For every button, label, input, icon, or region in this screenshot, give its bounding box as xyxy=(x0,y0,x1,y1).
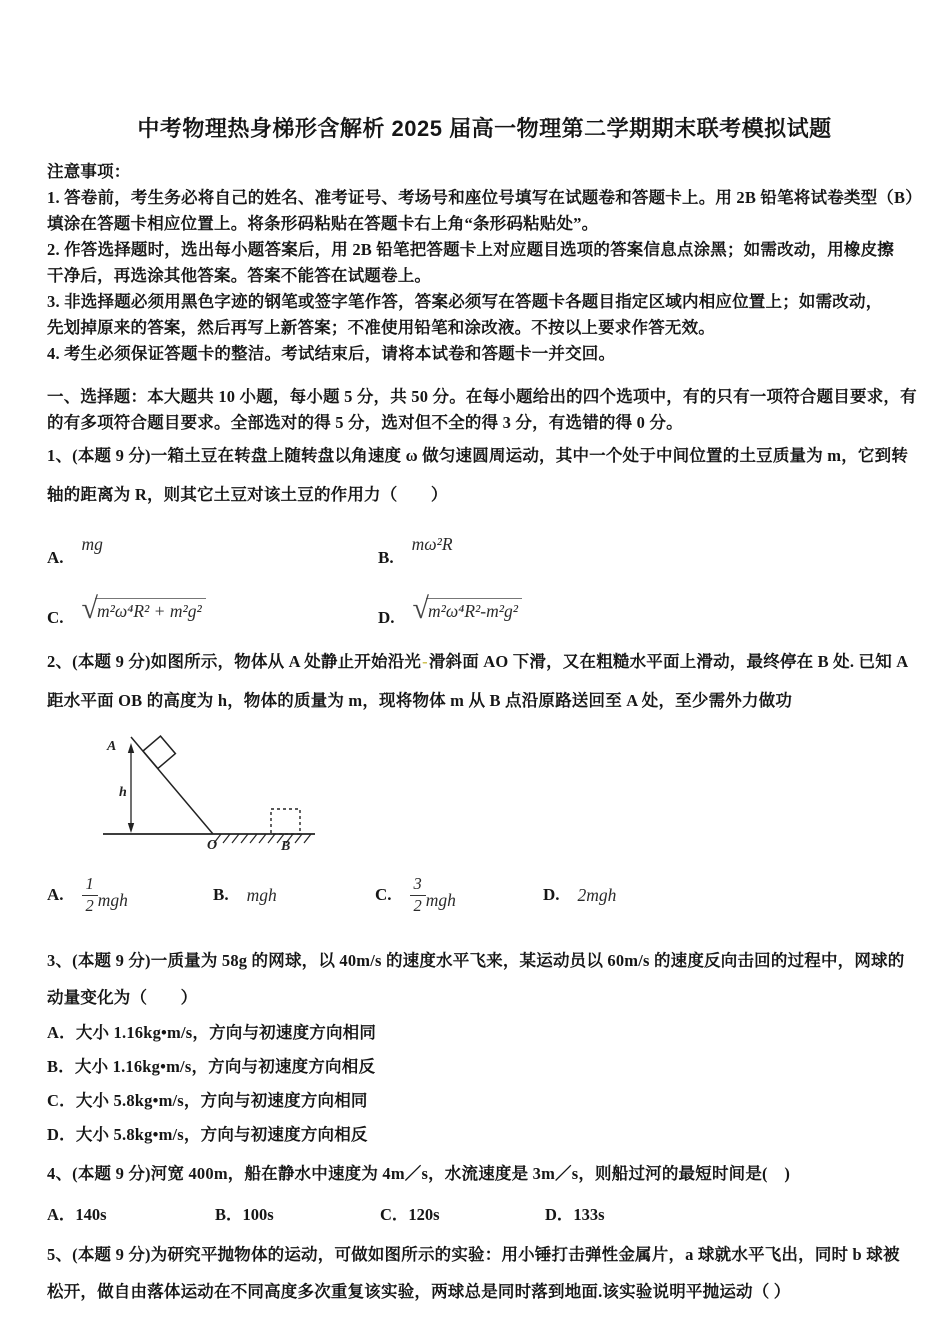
question-1-option-d xyxy=(378,592,522,628)
question-4 xyxy=(47,1156,922,1232)
notice-line-2b: 干净后，再选涂其他答案。答案不能答在试题卷上。 xyxy=(47,266,432,285)
notice-line-4: 4. 考生必须保证答题卡的整洁。考试结束后，请将本试卷和答题卡一并交回。 xyxy=(47,344,616,363)
section-header-line-1: 一、选择题：本大题共 10 小题，每小题 5 分，共 50 分。在每小题给出的四个选项中，有的只有一项符合题目要求，有 xyxy=(47,387,917,406)
section-choice-header xyxy=(47,384,922,436)
option-c-label: C. xyxy=(375,885,392,905)
option-c-sqrt-formula xyxy=(81,592,206,628)
question-3-option-b: B．大小 1.16kg•m/s，方向与初速度方向相反 xyxy=(47,1056,376,1076)
question-3-option-a: A．大小 1.16kg•m/s，方向与初速度方向相同 xyxy=(47,1022,377,1042)
question-3 xyxy=(47,942,922,1152)
question-2-option-c xyxy=(375,875,543,916)
q2-text-part-2: 滑斜面 AO 下滑，又在粗糙水平面上滑动，最终停在 B 处. 已知 A xyxy=(428,652,909,671)
question-4-option-b: B．100s xyxy=(215,1204,274,1224)
option-b-formula: mgh xyxy=(246,884,277,905)
figure-label-A: A xyxy=(107,739,117,754)
option-c-radicand: m²ω⁴R² + m²g² xyxy=(95,598,206,622)
question-4-option-a: A．140s xyxy=(47,1204,107,1224)
question-2-figure xyxy=(85,726,922,859)
incline-diagram xyxy=(85,726,321,854)
option-b-label: B. xyxy=(213,885,229,905)
q2-highlight-dash: - xyxy=(422,652,428,671)
question-2 xyxy=(47,642,922,916)
option-a-fraction xyxy=(82,875,98,916)
notice-heading: 注意事项： xyxy=(47,162,131,181)
option-d-sqrt-formula xyxy=(412,592,522,628)
question-3-text-line-2: 动量变化为（ ） xyxy=(47,987,198,1007)
option-a-formula: mgh xyxy=(97,889,128,910)
figure-label-B: B xyxy=(281,839,291,854)
option-c-formula: mgh xyxy=(425,889,456,910)
radical-sign: √ xyxy=(412,592,429,625)
question-2-text-line-1 xyxy=(47,642,922,681)
figure-label-O: O xyxy=(207,838,218,853)
question-2-option-a xyxy=(47,875,213,916)
question-5 xyxy=(47,1236,922,1310)
question-2-option-d xyxy=(543,885,922,906)
section-header-line-2: 的有多项符合题目要求。全部选对的得 5 分，选对但不全的得 3 分，有选错的得 0 分。 xyxy=(47,413,683,432)
question-1-text-line-1: 1、(本题 9 分)一箱土豆在转盘上随转盘以角速度 ω 做匀速圆周运动，其中一个处于中间位置的土豆质量为 m，它到转 xyxy=(47,446,909,465)
option-a-formula: mg xyxy=(81,534,103,554)
question-4-text: 4、(本题 9 分)河宽 400m，船在静水中速度为 4m／s，水流速度是 3m／s，则船过河的最短时间是( ) xyxy=(47,1163,791,1183)
option-d-formula: 2mgh xyxy=(577,884,617,905)
option-c-label: C. xyxy=(47,608,64,627)
question-3-option-c: C．大小 5.8kg•m/s，方向与初速度方向相同 xyxy=(47,1090,368,1110)
notice-line-2a: 2. 作答选择题时，选出每小题答案后，用 2B 铅笔把答题卡上对应题目选项的答案信息点涂黑；如需改动，用橡皮擦 xyxy=(47,240,895,259)
question-5-text-line-1: 5、(本题 9 分)为研究平抛物体的运动，可做如图所示的实验：用小锤打击弹性金属片，a 球就水平飞出，同时 b 球被 xyxy=(47,1244,900,1264)
question-4-options-row xyxy=(47,1198,922,1232)
fraction-denominator: 2 xyxy=(413,895,422,915)
question-1-options-row-1 xyxy=(47,524,922,568)
option-d-label: D. xyxy=(378,608,395,627)
question-1-option-b xyxy=(378,534,453,568)
notice-section xyxy=(47,159,922,367)
option-c-fraction xyxy=(410,875,426,916)
question-1-option-a xyxy=(47,534,378,568)
question-1-option-c xyxy=(47,592,378,628)
notice-line-1a: 1. 答卷前，考生务必将自己的姓名、准考证号、考场号和座位号填写在试题卷和答题卡上。用 2B 铅笔将试卷类型（B） xyxy=(47,188,922,207)
question-4-option-d: D．133s xyxy=(545,1204,605,1224)
question-3-option-d: D．大小 5.8kg•m/s，方向与初速度方向相反 xyxy=(47,1124,368,1144)
question-2-options-row xyxy=(47,875,922,916)
question-2-text-line-2: 距水平面 OB 的高度为 h，物体的质量为 m，现将物体 m 从 B 点沿原路送回至 A 处，至少需外力做功 xyxy=(47,691,793,710)
notice-line-3a: 3. 非选择题必须用黑色字迹的钢笔或签字笔作答，答案必须写在答题卡各题目指定区域内相应位置上；如需改动， xyxy=(47,292,883,311)
option-d-radicand: m²ω⁴R²-m²g² xyxy=(426,598,522,622)
option-a-label: A. xyxy=(47,885,64,905)
option-b-label: B. xyxy=(378,548,394,567)
page-title: 中考物理热身梯形含解析 2025 届高一物理第二学期期末联考模拟试题 xyxy=(137,116,832,141)
question-5-text-line-2: 松开，做自由落体运动在不同高度多次重复该实验，两球总是同时落到地面.该实验说明平抛运动（ ） xyxy=(47,1281,791,1301)
fraction-numerator: 1 xyxy=(82,875,98,896)
option-d-label: D. xyxy=(543,885,560,905)
radical-sign: √ xyxy=(81,592,98,625)
question-1-text-line-2: 轴的距离为 R，则其它土豆对该土豆的作用力（ ） xyxy=(47,485,448,504)
q2-text-part-1: 2、(本题 9 分)如图所示，物体从 A 处静止开始沿光 xyxy=(47,652,422,671)
question-4-option-c: C．120s xyxy=(380,1204,440,1224)
notice-line-1b: 填涂在答题卡相应位置上。将条形码粘贴在答题卡右上角“条形码粘贴处”。 xyxy=(47,214,599,233)
figure-label-h: h xyxy=(119,785,127,800)
question-2-option-b xyxy=(213,885,375,906)
question-1 xyxy=(47,436,922,628)
question-1-options-row-2 xyxy=(47,580,922,628)
question-3-text-line-1: 3、(本题 9 分)一质量为 58g 的网球，以 40m/s 的速度水平飞来，某运动员以 60m/s 的速度反向击回的过程中，网球的 xyxy=(47,950,905,970)
notice-line-3b: 先划掉原来的答案，然后再写上新答案；不准使用铅笔和涂改液。不按以上要求作答无效。 xyxy=(47,318,715,337)
fraction-numerator: 3 xyxy=(410,875,426,896)
option-b-formula: mω²R xyxy=(411,534,453,554)
option-a-label: A. xyxy=(47,548,64,567)
fraction-denominator: 2 xyxy=(85,895,94,915)
